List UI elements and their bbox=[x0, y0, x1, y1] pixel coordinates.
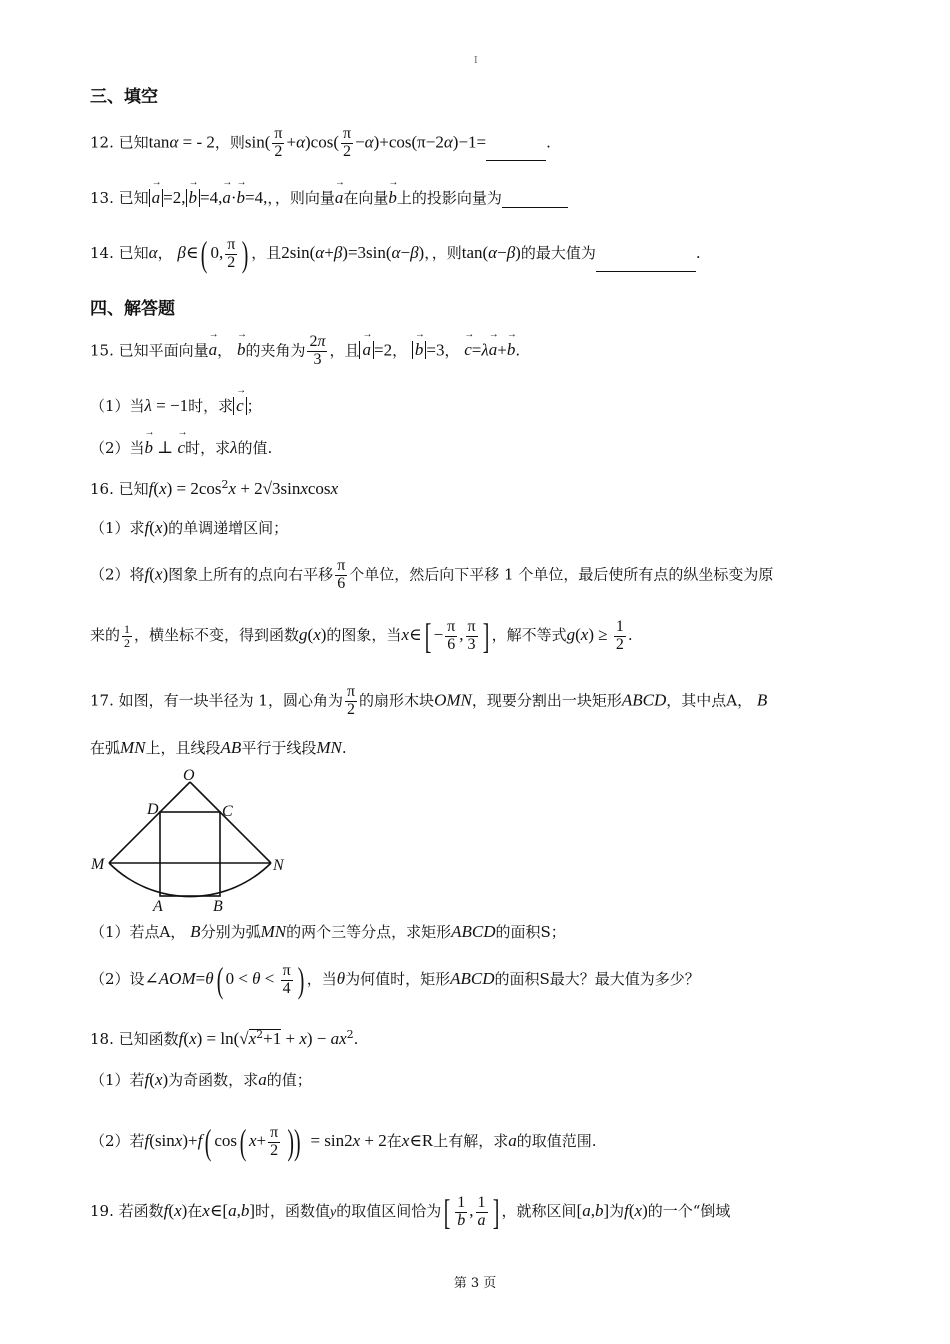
q16-p2-c: 来的 bbox=[90, 626, 121, 644]
q17-p1-post: 的面积S； bbox=[495, 923, 566, 941]
q16-p2-e: 的图象，当 bbox=[326, 626, 402, 644]
q17-p1-label: （1）若点A， bbox=[90, 923, 186, 941]
q16-p2-d: ，横坐标不变，得到函数 bbox=[134, 626, 300, 644]
q16-number: 16. bbox=[90, 480, 114, 498]
q16-p2-a: 图象上所有的点向右平移 bbox=[168, 565, 334, 584]
q16-p2-label: （2）将 bbox=[90, 565, 145, 584]
q17-mid3: ，其中点A， bbox=[666, 691, 753, 710]
q14-mid2: ，则 bbox=[431, 244, 462, 262]
q17-p1-mid: 分别为弧 bbox=[200, 923, 261, 941]
question-19: 19. 若函数f(x)在x∈[a,b]时，函数值y的取值区间恰为[ $\frac{1}{b}$ , $\frac{1}{a}$ ] ，就称区间[a,b]为f(x)的一个“倒域 bbox=[90, 1192, 731, 1232]
label-b: B bbox=[213, 898, 223, 914]
q13-number: 13. bbox=[90, 189, 114, 207]
q15-part-2: （2）当→ b ⊥ → c时，求λ的值. bbox=[90, 438, 272, 458]
q16-p2-b: 个单位，然后向下平移 1 个单位，最后使所有点的纵坐标变为原 bbox=[349, 565, 774, 584]
q15-p2-mid: 时，求 bbox=[185, 439, 231, 457]
q18-p2-label: （2）若 bbox=[90, 1132, 145, 1150]
q15-p2-label: （2）当 bbox=[90, 439, 145, 457]
q18-prefix: 已知函数 bbox=[118, 1030, 179, 1048]
q14-mid: ，且 bbox=[251, 244, 282, 262]
page-top-mark: I bbox=[474, 56, 478, 66]
q18-p2-mid2: 上有解，求 bbox=[433, 1132, 509, 1150]
q17-mid2: ，现要分割出一块矩形 bbox=[471, 691, 622, 710]
q19-mid4: ，就称区间 bbox=[501, 1202, 577, 1220]
q18-number: 18. bbox=[90, 1030, 114, 1048]
q14-suffix: . bbox=[695, 244, 701, 262]
q12-suffix: . bbox=[546, 133, 551, 152]
q16-p1-post: 的单调递增区间； bbox=[168, 519, 289, 537]
q15-part-1: （1）当λ = −1时，求→ c ； bbox=[90, 396, 262, 416]
section-solve-title: 四、解答题 bbox=[90, 299, 175, 319]
q17-prefix: 如图，有一块半径为 1，圆心角为 bbox=[118, 691, 343, 710]
q18-p2-mid: 在 bbox=[386, 1132, 402, 1150]
label-n: N bbox=[273, 857, 284, 874]
q15-mid: 的夹角为 bbox=[245, 341, 306, 360]
q18-p1-post: 的值； bbox=[266, 1071, 312, 1089]
q16-prefix: 已知 bbox=[118, 480, 149, 498]
q16-p2-f: ，解不等式 bbox=[491, 626, 567, 644]
q16-part-2-line-2: 来的 $\frac{1}{2}$ ，横坐标不变，得到函数g(x)的图象，当x∈[ − $\frac{\pi}{6}$ , $\frac{\pi}{3}$ ] ，解不等式g(x) ≥ $\frac{1}{2}$ . bbox=[90, 616, 633, 656]
sector-figure bbox=[85, 766, 295, 914]
q15-p1-mid: 时，求 bbox=[188, 397, 234, 415]
question-17: 17. 如图，有一块半径为 1，圆心角为 $\frac{\pi}{2}$ 的扇形木块OMN，现要分割出一块矩形ABCD，其中点A， B bbox=[90, 683, 768, 718]
label-c: C bbox=[222, 803, 233, 820]
rectangle-abcd bbox=[160, 812, 220, 896]
segment-om bbox=[109, 782, 190, 863]
q13-mid2: 在向量 bbox=[343, 189, 389, 207]
q17-p2-post: 的面积S最大？最大值为多少？ bbox=[494, 970, 700, 988]
q17-number: 17. bbox=[90, 691, 114, 710]
q15-p1-label: （1）当 bbox=[90, 397, 145, 415]
q14-post: 的最大值为 bbox=[520, 244, 596, 262]
q18-p1-label: （1）若 bbox=[90, 1071, 145, 1089]
q15-number: 15. bbox=[90, 341, 114, 360]
q17-line2-mid2: 平行于线段 bbox=[241, 739, 317, 757]
question-16: 16. 已知$f(x) = 2\cos^2x$ + 2√3sinxcosx bbox=[90, 478, 339, 498]
q15-p2-post: 的值. bbox=[237, 439, 273, 457]
q17-line2-pre: 在弧 bbox=[90, 739, 121, 757]
q17-mid: 的扇形木块 bbox=[359, 691, 435, 710]
q17-p1-mid2: 的两个三等分点，求矩形 bbox=[286, 923, 452, 941]
q13-post: 上的投影向量为 bbox=[396, 189, 502, 207]
q13-mid: ，则向量 bbox=[274, 189, 335, 207]
page-footer: 第 3 页 bbox=[453, 1276, 497, 1291]
q16-part-1: （1）求f(x)的单调递增区间； bbox=[90, 518, 289, 537]
q17-part-1: （1）若点A， B分别为弧MN的两个三等分点，求矩形ABCD的面积S； bbox=[90, 922, 566, 941]
q19-number: 19. bbox=[90, 1202, 114, 1220]
q18-p2-post: 的取值范围. bbox=[516, 1132, 597, 1150]
question-13: 13. 已知→ a =2,→ b =4,→ a·→ b=4,，，则向量→ a在向量→ b上的投影向量为 bbox=[90, 188, 568, 208]
q19-prefix: 若函数 bbox=[118, 1202, 164, 1220]
q17-p2-mid2: 为何值时，矩形 bbox=[345, 970, 451, 988]
arc-mn bbox=[109, 863, 271, 897]
question-12: 12. 已知tanα = - 2，则sin( $\frac{\pi}{2}$ +α)cos( $\frac{\pi}{2}$ −α)+cos(π−2α)−1= . bbox=[90, 125, 551, 160]
section-fill-in-title: 三、填空 bbox=[90, 87, 158, 107]
q17-line2-mid: 上，且线段 bbox=[145, 739, 221, 757]
q15-prefix: 已知平面向量 bbox=[118, 341, 209, 360]
label-m: M bbox=[91, 856, 105, 873]
label-o: O bbox=[183, 767, 195, 784]
q19-mid: 在 bbox=[187, 1202, 203, 1220]
q15-mid2: ，且 bbox=[329, 341, 360, 360]
label-d: D bbox=[147, 801, 159, 818]
q19-mid2: 时，函数值 bbox=[255, 1202, 331, 1220]
segment-on bbox=[190, 782, 271, 863]
q14-prefix: 已知 bbox=[118, 244, 149, 262]
q17-p2-mid: ，当 bbox=[306, 970, 337, 988]
q19-mid5: 为 bbox=[609, 1202, 625, 1220]
q19-post: 的一个“倒域 bbox=[647, 1202, 731, 1220]
question-14: 14. 已知α， β∈( 0, $\frac{\pi}{2}$ ) ，且2sin(α+β)=3sin(α−β)，，则tan(α−β)的最大值为 . bbox=[90, 234, 701, 274]
q12-prefix: 已知 bbox=[118, 133, 149, 152]
q16-part-2-line-1: （2）将f(x)图象上所有的点向右平移 $\frac{\pi}{6}$ 个单位，然后向下平移 1 个单位，最后使所有点的纵坐标变为原 bbox=[90, 557, 774, 592]
question-15: 15. 已知平面向量→ a， → b的夹角为 $\frac{2\pi}{3}$ ，且→ a =2， → b =3， → c=λ→ a+→ b. bbox=[90, 334, 520, 369]
q18-part-2: （2）若f(sinx)+f( cos( x+ $\frac{\pi}{2}$ )) = sin2x + 2在x∈R上有解，求a的取值范围. bbox=[90, 1122, 597, 1162]
q18-p1-mid: 为奇函数，求 bbox=[168, 1071, 259, 1089]
q17-p2-label: （2）设 bbox=[90, 970, 145, 988]
q17-part-2: （2）设∠AOM=θ( 0 < θ < $\frac{\pi}{4}$ ) ，当θ为何值时，矩形ABCD的面积S最大？最大值为多少？ bbox=[90, 960, 700, 1000]
q18-part-1: （1）若f(x)为奇函数，求a的值； bbox=[90, 1070, 312, 1089]
label-a: A bbox=[153, 898, 163, 914]
q17-line-2: 在弧MN上，且线段AB平行于线段MN. bbox=[90, 738, 347, 757]
q16-p1-label: （1）求 bbox=[90, 519, 145, 537]
q12-number: 12. bbox=[90, 133, 114, 152]
q13-prefix: 已知 bbox=[118, 189, 149, 207]
q14-number: 14. bbox=[90, 244, 114, 262]
q19-mid3: 的取值区间恰为 bbox=[336, 1202, 442, 1220]
question-18: 18. 已知函数$f(x) = \ln(√x^2+1 + x) - ax^2$. bbox=[90, 1028, 359, 1048]
